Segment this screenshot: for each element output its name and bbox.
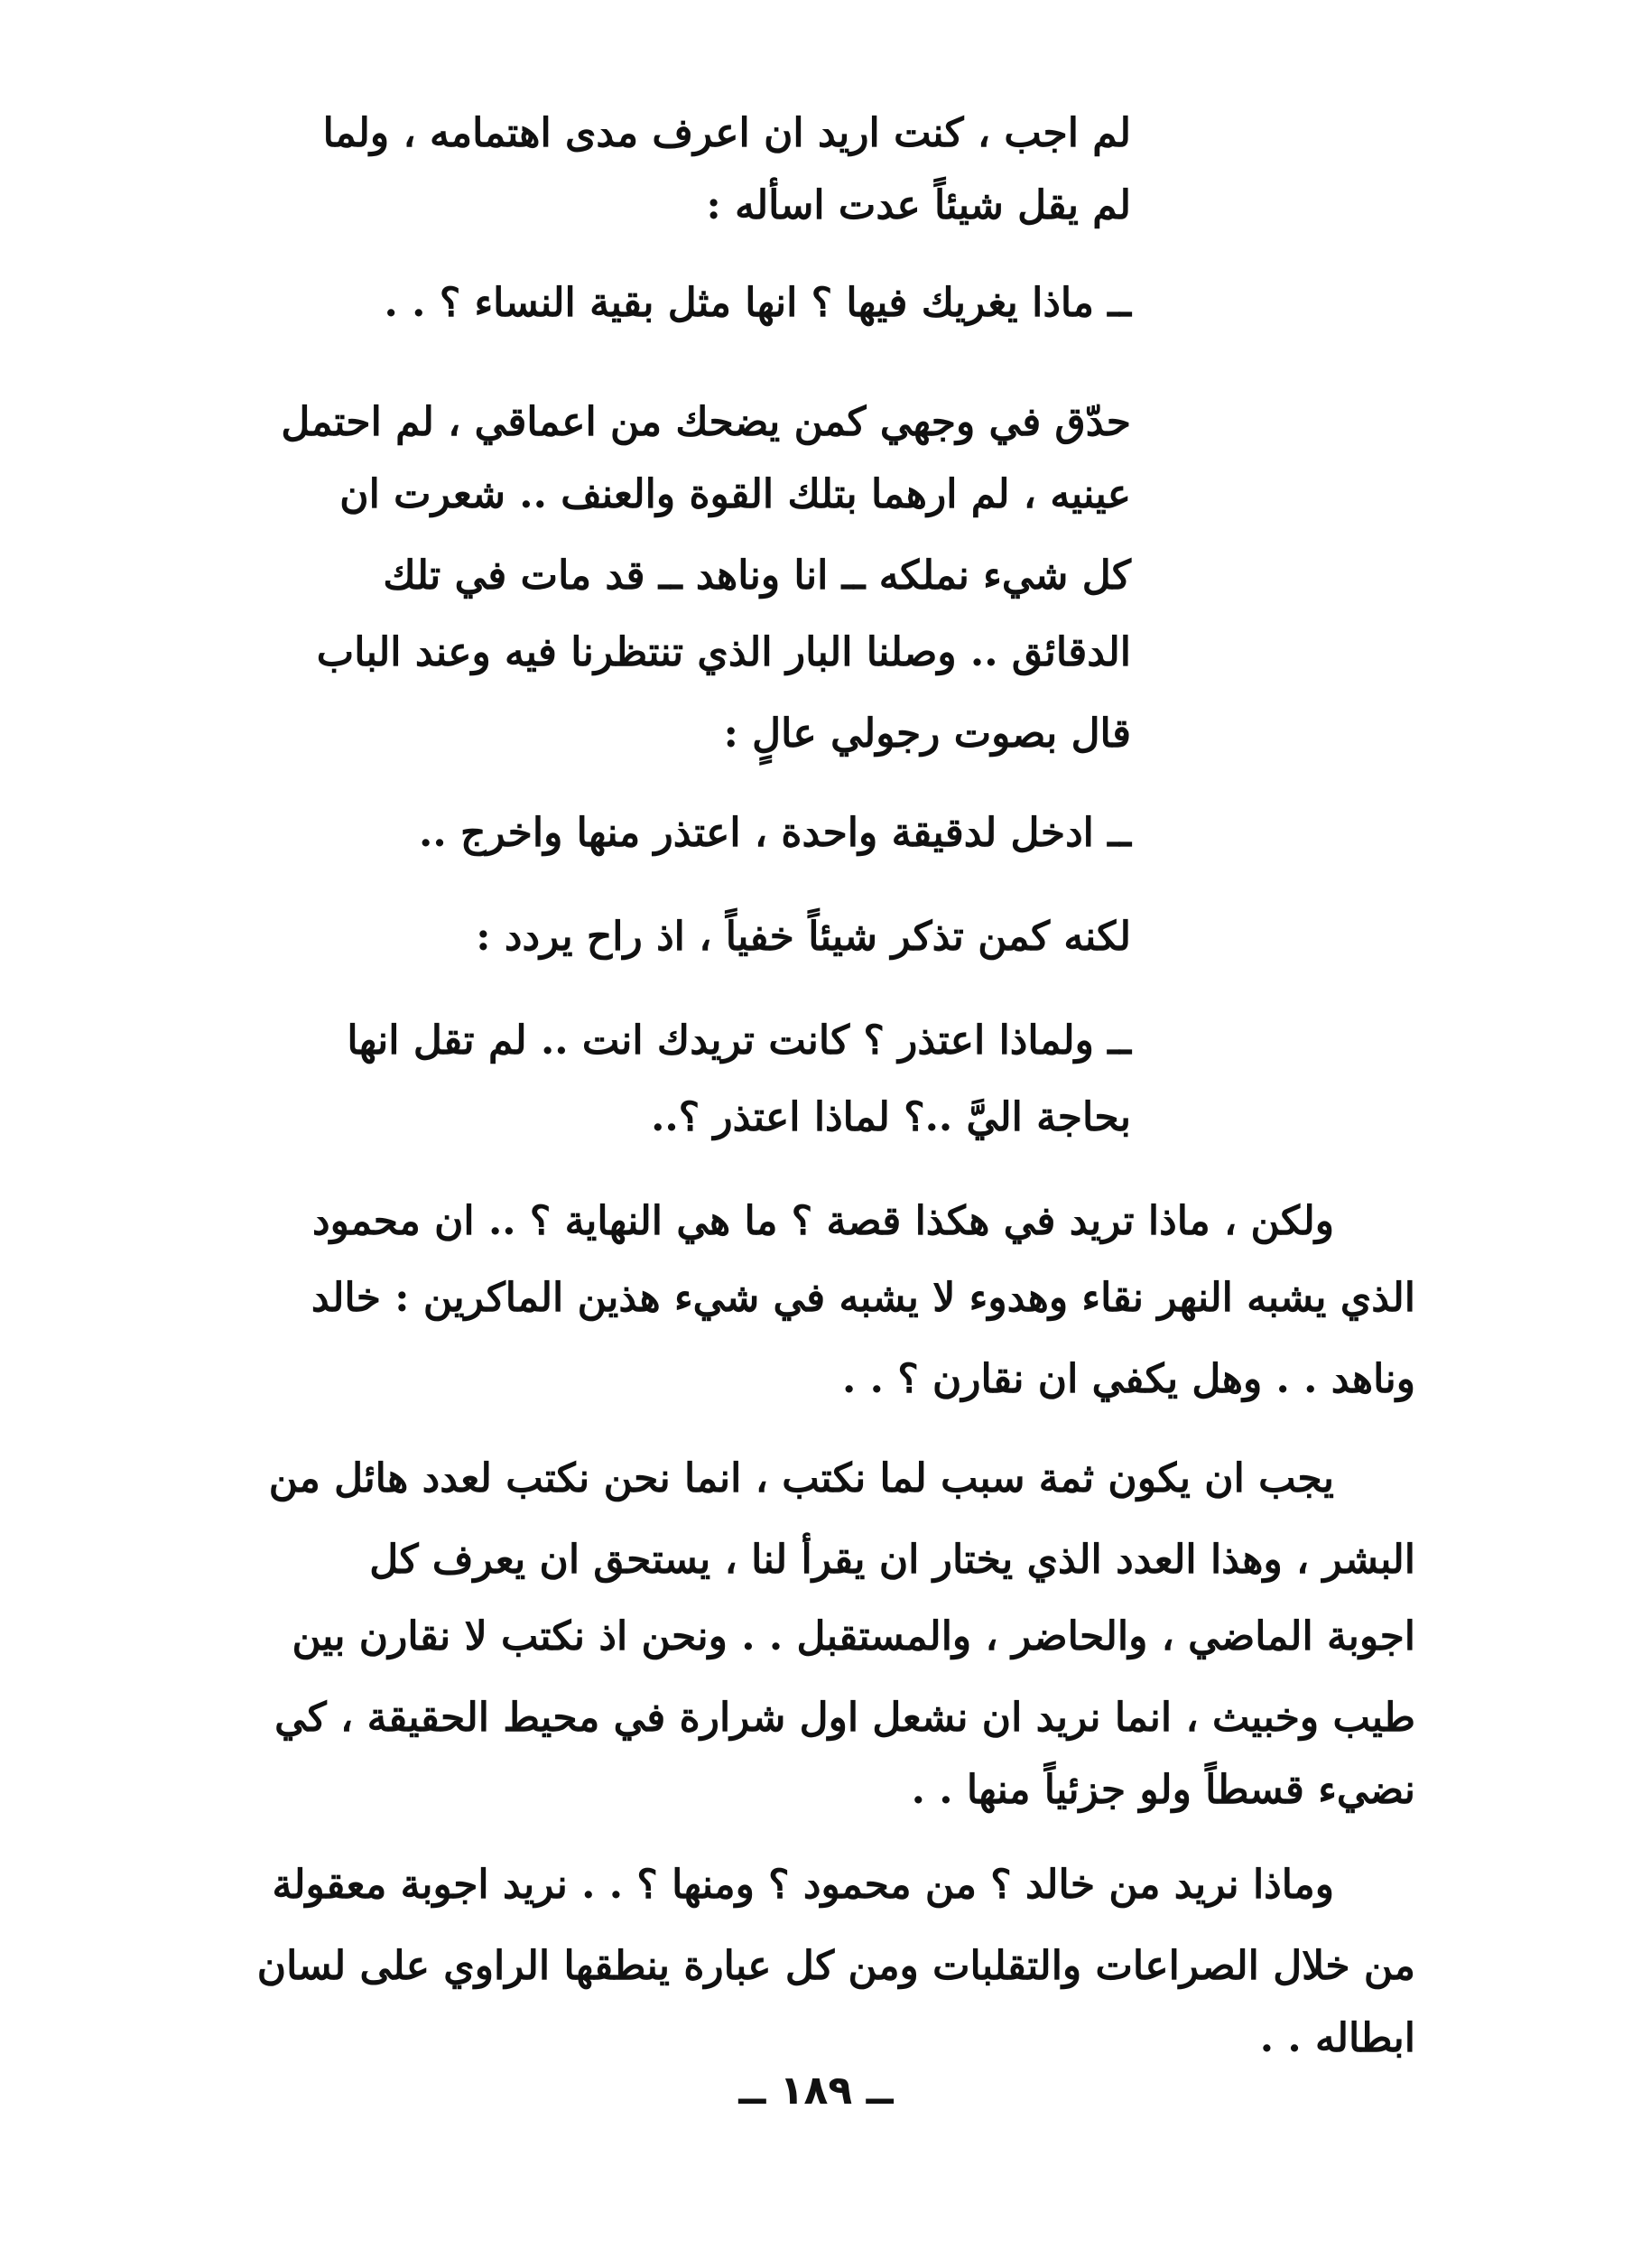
text-line: قال بصوت رجولي عالٍ :	[723, 711, 1131, 757]
text-line: الدقائق .. وصلنا البار الذي تنتظرنا فيه وعند الباب	[316, 629, 1131, 675]
text-line: لم اجب ، كنت اريد ان اعرف مدى اهتمامه ، ولما	[322, 110, 1131, 156]
text-line: عينيه ، لم ارهما بتلك القوة والعنف .. شعرت ان	[339, 471, 1131, 517]
text-line: وناهد . . وهل يكفي ان نقارن ؟ . .	[842, 1356, 1415, 1402]
dialogue-line: ــ ولماذا اعتذر ؟ كانت تريدك انت .. لم تقل انها	[347, 1018, 1131, 1064]
text-line: نضيء قسطاً ولو جزئياً منها . .	[911, 1767, 1415, 1813]
dialogue-line: ــ ماذا يغريك فيها ؟ انها مثل بقية النساء ؟ . .	[384, 280, 1131, 326]
text-line: طيب وخبيث ، انما نريد ان نشعل اول شرارة في محيط الحقيقة ، كي	[274, 1695, 1415, 1741]
text-line: الذي يشبه النهر نقاء وهدوء لا يشبه في شيء هذين الماكرين : خالد	[311, 1275, 1415, 1321]
text-line: لم يقل شيئاً عدت اسأله :	[706, 182, 1131, 228]
page-number: ــ ١٨٩ ــ	[738, 2068, 894, 2114]
text-line: لكنه كمن تذكر شيئاً خفياً ، اذ راح يردد :	[476, 914, 1131, 960]
text-line: اجوبة الماضي ، والحاضر ، والمستقبل . . ونحن اذ نكتب لا نقارن بين	[292, 1613, 1415, 1659]
text-line: بحاجة اليَّ ..؟ لماذا اعتذر ؟..	[651, 1094, 1131, 1140]
dialogue-line: ــ ادخل لدقيقة واحدة ، اعتذر منها واخرج ..	[419, 810, 1131, 856]
text-line: حدّق في وجهي كمن يضحك من اعماقي ، لم احتمل	[281, 399, 1131, 445]
paragraph-first-line: يجب ان يكون ثمة سبب لما نكتب ، انما نحن نكتب لعدد هائل من	[268, 1455, 1334, 1501]
paragraph-first-line: وماذا نريد من خالد ؟ من محمود ؟ ومنها ؟ . . نريد اجوبة معقولة	[272, 1862, 1334, 1908]
text-line: من خلال الصراعات والتقلبات ومن كل عبارة ينطقها الراوي على لسان	[256, 1943, 1415, 1989]
text-line: ابطاله . .	[1259, 2015, 1415, 2061]
text-line: كل شيء نملكه ــ انا وناهد ــ قد مات في تلك	[383, 553, 1131, 599]
paragraph-first-line: ولكن ، ماذا تريد في هكذا قصة ؟ ما هي النهاية ؟ .. ان محمود	[312, 1198, 1334, 1244]
text-line: البشر ، وهذا العدد الذي يختار ان يقرأ لنا ، يستحق ان يعرف كل	[369, 1537, 1415, 1583]
